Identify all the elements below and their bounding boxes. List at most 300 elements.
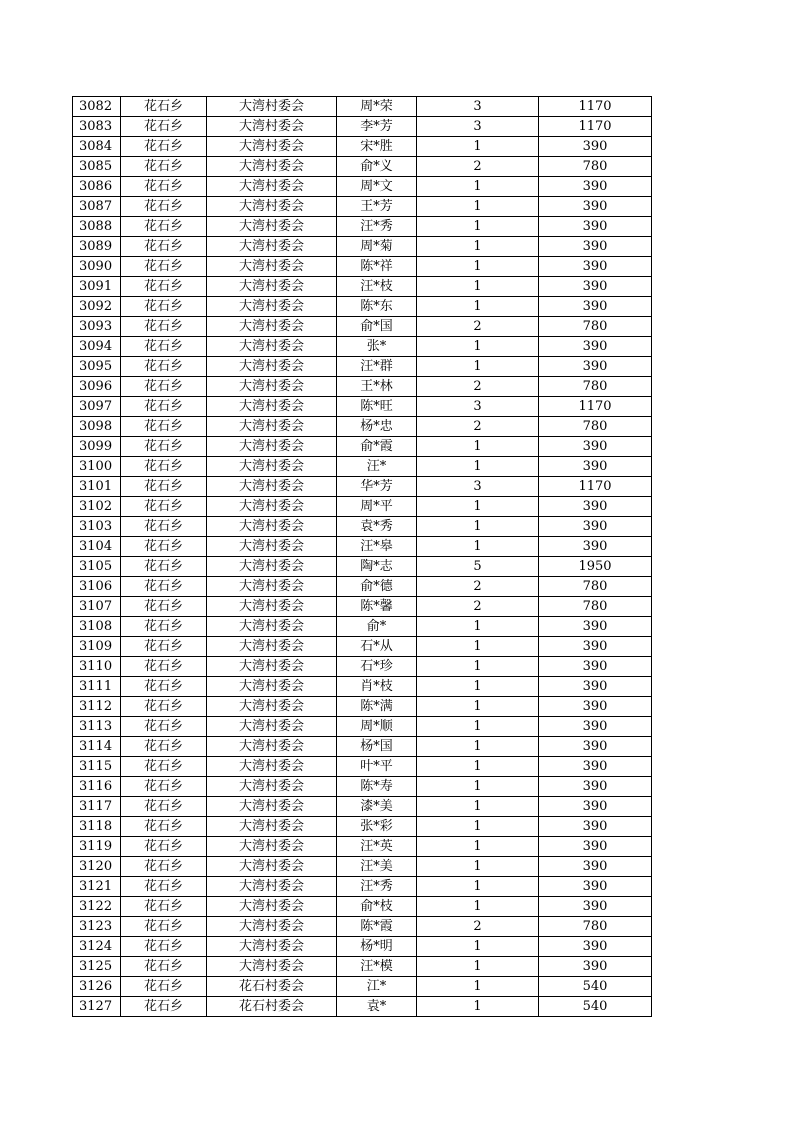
count-cell: 1 — [417, 177, 539, 197]
village-cell: 大湾村委会 — [207, 497, 337, 517]
table-row — [73, 657, 652, 677]
row-id-cell: 3089 — [73, 237, 121, 257]
village-cell: 大湾村委会 — [207, 817, 337, 837]
count-cell: 1 — [417, 297, 539, 317]
village-cell: 大湾村委会 — [207, 777, 337, 797]
row-id-cell: 3114 — [73, 737, 121, 757]
row-id-cell: 3094 — [73, 337, 121, 357]
row-id-cell: 3113 — [73, 717, 121, 737]
name-cell: 袁*秀 — [337, 517, 417, 537]
amount-cell: 780 — [539, 597, 652, 617]
table-row — [73, 197, 652, 217]
village-cell: 大湾村委会 — [207, 317, 337, 337]
row-id-cell: 3105 — [73, 557, 121, 577]
row-id-cell: 3102 — [73, 497, 121, 517]
village-cell: 大湾村委会 — [207, 297, 337, 317]
table-row — [73, 377, 652, 397]
village-cell: 大湾村委会 — [207, 577, 337, 597]
name-cell: 汪*秀 — [337, 877, 417, 897]
count-cell: 1 — [417, 497, 539, 517]
count-cell: 1 — [417, 797, 539, 817]
name-cell: 陈*旺 — [337, 397, 417, 417]
row-id-cell: 3093 — [73, 317, 121, 337]
town-cell: 花石乡 — [121, 197, 207, 217]
town-cell: 花石乡 — [121, 177, 207, 197]
town-cell: 花石乡 — [121, 997, 207, 1017]
count-cell: 1 — [417, 217, 539, 237]
village-cell: 大湾村委会 — [207, 797, 337, 817]
count-cell: 1 — [417, 697, 539, 717]
table-row — [73, 797, 652, 817]
amount-cell: 540 — [539, 977, 652, 997]
village-cell: 大湾村委会 — [207, 117, 337, 137]
count-cell: 2 — [417, 577, 539, 597]
count-cell: 2 — [417, 917, 539, 937]
town-cell: 花石乡 — [121, 877, 207, 897]
table-row — [73, 97, 652, 117]
town-cell: 花石乡 — [121, 377, 207, 397]
town-cell: 花石乡 — [121, 217, 207, 237]
name-cell: 王*林 — [337, 377, 417, 397]
count-cell: 1 — [417, 257, 539, 277]
amount-cell: 1170 — [539, 477, 652, 497]
row-id-cell: 3097 — [73, 397, 121, 417]
table-row — [73, 317, 652, 337]
village-cell: 花石村委会 — [207, 977, 337, 997]
town-cell: 花石乡 — [121, 917, 207, 937]
village-cell: 大湾村委会 — [207, 357, 337, 377]
town-cell: 花石乡 — [121, 317, 207, 337]
table-row — [73, 457, 652, 477]
amount-cell: 1170 — [539, 97, 652, 117]
table-row — [73, 857, 652, 877]
row-id-cell: 3091 — [73, 277, 121, 297]
name-cell: 周*文 — [337, 177, 417, 197]
row-id-cell: 3083 — [73, 117, 121, 137]
table-row — [73, 117, 652, 137]
name-cell: 石*珍 — [337, 657, 417, 677]
name-cell: 俞* — [337, 617, 417, 637]
count-cell: 1 — [417, 537, 539, 557]
count-cell: 1 — [417, 777, 539, 797]
amount-cell: 390 — [539, 137, 652, 157]
town-cell: 花石乡 — [121, 477, 207, 497]
table-row — [73, 397, 652, 417]
town-cell: 花石乡 — [121, 297, 207, 317]
row-id-cell: 3086 — [73, 177, 121, 197]
name-cell: 石*从 — [337, 637, 417, 657]
town-cell: 花石乡 — [121, 557, 207, 577]
village-cell: 大湾村委会 — [207, 417, 337, 437]
village-cell: 大湾村委会 — [207, 157, 337, 177]
count-cell: 1 — [417, 757, 539, 777]
town-cell: 花石乡 — [121, 777, 207, 797]
row-id-cell: 3100 — [73, 457, 121, 477]
count-cell: 2 — [417, 597, 539, 617]
amount-cell: 390 — [539, 837, 652, 857]
village-cell: 大湾村委会 — [207, 397, 337, 417]
village-cell: 大湾村委会 — [207, 337, 337, 357]
town-cell: 花石乡 — [121, 957, 207, 977]
name-cell: 俞*霞 — [337, 437, 417, 457]
name-cell: 汪*群 — [337, 357, 417, 377]
table-row — [73, 437, 652, 457]
table-row — [73, 937, 652, 957]
village-cell: 大湾村委会 — [207, 597, 337, 617]
village-cell: 大湾村委会 — [207, 277, 337, 297]
row-id-cell: 3122 — [73, 897, 121, 917]
count-cell: 1 — [417, 457, 539, 477]
count-cell: 1 — [417, 817, 539, 837]
name-cell: 汪*皋 — [337, 537, 417, 557]
table-row — [73, 717, 652, 737]
count-cell: 1 — [417, 637, 539, 657]
count-cell: 1 — [417, 737, 539, 757]
name-cell: 周*顺 — [337, 717, 417, 737]
town-cell: 花石乡 — [121, 677, 207, 697]
amount-cell: 390 — [539, 677, 652, 697]
village-cell: 大湾村委会 — [207, 617, 337, 637]
name-cell: 周*菊 — [337, 237, 417, 257]
amount-cell: 780 — [539, 417, 652, 437]
table-row — [73, 517, 652, 537]
town-cell: 花石乡 — [121, 537, 207, 557]
row-id-cell: 3096 — [73, 377, 121, 397]
name-cell: 俞*义 — [337, 157, 417, 177]
town-cell: 花石乡 — [121, 437, 207, 457]
village-cell: 大湾村委会 — [207, 237, 337, 257]
name-cell: 汪*秀 — [337, 217, 417, 237]
amount-cell: 390 — [539, 457, 652, 477]
town-cell: 花石乡 — [121, 697, 207, 717]
village-cell: 大湾村委会 — [207, 457, 337, 477]
town-cell: 花石乡 — [121, 417, 207, 437]
count-cell: 3 — [417, 397, 539, 417]
amount-cell: 390 — [539, 297, 652, 317]
amount-cell: 390 — [539, 717, 652, 737]
table-row — [73, 817, 652, 837]
name-cell: 周*荣 — [337, 97, 417, 117]
row-id-cell: 3119 — [73, 837, 121, 857]
table-row — [73, 597, 652, 617]
village-cell: 大湾村委会 — [207, 177, 337, 197]
village-cell: 大湾村委会 — [207, 377, 337, 397]
town-cell: 花石乡 — [121, 497, 207, 517]
village-cell: 大湾村委会 — [207, 857, 337, 877]
count-cell: 1 — [417, 137, 539, 157]
town-cell: 花石乡 — [121, 117, 207, 137]
village-cell: 大湾村委会 — [207, 717, 337, 737]
table-row — [73, 137, 652, 157]
town-cell: 花石乡 — [121, 617, 207, 637]
table-row — [73, 677, 652, 697]
town-cell: 花石乡 — [121, 517, 207, 537]
village-cell: 大湾村委会 — [207, 897, 337, 917]
count-cell: 1 — [417, 677, 539, 697]
town-cell: 花石乡 — [121, 97, 207, 117]
table-row — [73, 877, 652, 897]
count-cell: 1 — [417, 657, 539, 677]
count-cell: 1 — [417, 937, 539, 957]
name-cell: 俞*枝 — [337, 897, 417, 917]
amount-cell: 390 — [539, 897, 652, 917]
name-cell: 俞*国 — [337, 317, 417, 337]
row-id-cell: 3120 — [73, 857, 121, 877]
count-cell: 1 — [417, 837, 539, 857]
table-row — [73, 897, 652, 917]
name-cell: 肖*枝 — [337, 677, 417, 697]
name-cell: 华*芳 — [337, 477, 417, 497]
name-cell: 汪*美 — [337, 857, 417, 877]
count-cell: 3 — [417, 117, 539, 137]
name-cell: 陈*馨 — [337, 597, 417, 617]
row-id-cell: 3082 — [73, 97, 121, 117]
count-cell: 3 — [417, 97, 539, 117]
name-cell: 杨*忠 — [337, 417, 417, 437]
amount-cell: 390 — [539, 337, 652, 357]
village-cell: 大湾村委会 — [207, 837, 337, 857]
village-cell: 大湾村委会 — [207, 917, 337, 937]
row-id-cell: 3098 — [73, 417, 121, 437]
name-cell: 王*芳 — [337, 197, 417, 217]
amount-cell: 1170 — [539, 397, 652, 417]
name-cell: 张*彩 — [337, 817, 417, 837]
count-cell: 1 — [417, 997, 539, 1017]
row-id-cell: 3090 — [73, 257, 121, 277]
amount-cell: 390 — [539, 217, 652, 237]
amount-cell: 390 — [539, 737, 652, 757]
amount-cell: 1950 — [539, 557, 652, 577]
table-row — [73, 757, 652, 777]
village-cell: 大湾村委会 — [207, 97, 337, 117]
count-cell: 2 — [417, 317, 539, 337]
count-cell: 1 — [417, 717, 539, 737]
name-cell: 张* — [337, 337, 417, 357]
village-cell: 大湾村委会 — [207, 657, 337, 677]
table-row — [73, 557, 652, 577]
village-cell: 大湾村委会 — [207, 697, 337, 717]
name-cell: 汪*枝 — [337, 277, 417, 297]
village-cell: 大湾村委会 — [207, 217, 337, 237]
village-cell: 大湾村委会 — [207, 877, 337, 897]
count-cell: 1 — [417, 437, 539, 457]
town-cell: 花石乡 — [121, 937, 207, 957]
town-cell: 花石乡 — [121, 637, 207, 657]
town-cell: 花石乡 — [121, 737, 207, 757]
amount-cell: 390 — [539, 797, 652, 817]
name-cell: 袁* — [337, 997, 417, 1017]
town-cell: 花石乡 — [121, 397, 207, 417]
table-row — [73, 997, 652, 1017]
name-cell: 汪*模 — [337, 957, 417, 977]
row-id-cell: 3110 — [73, 657, 121, 677]
table-row — [73, 837, 652, 857]
row-id-cell: 3118 — [73, 817, 121, 837]
table-row — [73, 277, 652, 297]
name-cell: 陈*霞 — [337, 917, 417, 937]
town-cell: 花石乡 — [121, 577, 207, 597]
table-row — [73, 237, 652, 257]
village-cell: 大湾村委会 — [207, 637, 337, 657]
amount-cell: 390 — [539, 697, 652, 717]
name-cell: 杨*国 — [337, 737, 417, 757]
row-id-cell: 3084 — [73, 137, 121, 157]
village-cell: 大湾村委会 — [207, 737, 337, 757]
town-cell: 花石乡 — [121, 597, 207, 617]
village-cell: 大湾村委会 — [207, 937, 337, 957]
count-cell: 1 — [417, 277, 539, 297]
row-id-cell: 3085 — [73, 157, 121, 177]
row-id-cell: 3112 — [73, 697, 121, 717]
table-row — [73, 777, 652, 797]
village-cell: 大湾村委会 — [207, 197, 337, 217]
count-cell: 1 — [417, 197, 539, 217]
amount-cell: 390 — [539, 757, 652, 777]
row-id-cell: 3123 — [73, 917, 121, 937]
town-cell: 花石乡 — [121, 457, 207, 477]
count-cell: 2 — [417, 377, 539, 397]
name-cell: 俞*德 — [337, 577, 417, 597]
name-cell: 陈*祥 — [337, 257, 417, 277]
town-cell: 花石乡 — [121, 897, 207, 917]
amount-cell: 780 — [539, 577, 652, 597]
amount-cell: 390 — [539, 197, 652, 217]
amount-cell: 390 — [539, 637, 652, 657]
town-cell: 花石乡 — [121, 797, 207, 817]
amount-cell: 390 — [539, 537, 652, 557]
roster-table-body — [73, 97, 652, 1017]
table-row — [73, 537, 652, 557]
roster-table — [72, 96, 652, 1017]
row-id-cell: 3095 — [73, 357, 121, 377]
town-cell: 花石乡 — [121, 237, 207, 257]
name-cell: 汪* — [337, 457, 417, 477]
amount-cell: 390 — [539, 237, 652, 257]
row-id-cell: 3126 — [73, 977, 121, 997]
town-cell: 花石乡 — [121, 717, 207, 737]
name-cell: 陈*寿 — [337, 777, 417, 797]
count-cell: 1 — [417, 957, 539, 977]
name-cell: 江* — [337, 977, 417, 997]
town-cell: 花石乡 — [121, 857, 207, 877]
town-cell: 花石乡 — [121, 837, 207, 857]
village-cell: 大湾村委会 — [207, 257, 337, 277]
row-id-cell: 3107 — [73, 597, 121, 617]
count-cell: 3 — [417, 477, 539, 497]
amount-cell: 390 — [539, 877, 652, 897]
table-row — [73, 477, 652, 497]
row-id-cell: 3117 — [73, 797, 121, 817]
town-cell: 花石乡 — [121, 657, 207, 677]
table-row — [73, 737, 652, 757]
amount-cell: 390 — [539, 657, 652, 677]
town-cell: 花石乡 — [121, 257, 207, 277]
count-cell: 2 — [417, 417, 539, 437]
table-row — [73, 977, 652, 997]
count-cell: 1 — [417, 897, 539, 917]
row-id-cell: 3111 — [73, 677, 121, 697]
row-id-cell: 3115 — [73, 757, 121, 777]
amount-cell: 540 — [539, 997, 652, 1017]
amount-cell: 780 — [539, 157, 652, 177]
count-cell: 1 — [417, 877, 539, 897]
table-row — [73, 417, 652, 437]
village-cell: 大湾村委会 — [207, 477, 337, 497]
table-row — [73, 297, 652, 317]
amount-cell: 390 — [539, 357, 652, 377]
town-cell: 花石乡 — [121, 357, 207, 377]
name-cell: 陶*志 — [337, 557, 417, 577]
name-cell: 杨*明 — [337, 937, 417, 957]
amount-cell: 390 — [539, 497, 652, 517]
village-cell: 大湾村委会 — [207, 537, 337, 557]
amount-cell: 390 — [539, 957, 652, 977]
row-id-cell: 3092 — [73, 297, 121, 317]
row-id-cell: 3099 — [73, 437, 121, 457]
table-row — [73, 157, 652, 177]
amount-cell: 390 — [539, 777, 652, 797]
count-cell: 1 — [417, 237, 539, 257]
row-id-cell: 3116 — [73, 777, 121, 797]
table-row — [73, 217, 652, 237]
village-cell: 大湾村委会 — [207, 677, 337, 697]
village-cell: 大湾村委会 — [207, 757, 337, 777]
count-cell: 1 — [417, 337, 539, 357]
name-cell: 漆*美 — [337, 797, 417, 817]
amount-cell: 390 — [539, 437, 652, 457]
count-cell: 1 — [417, 517, 539, 537]
amount-cell: 780 — [539, 317, 652, 337]
village-cell: 花石村委会 — [207, 997, 337, 1017]
village-cell: 大湾村委会 — [207, 957, 337, 977]
amount-cell: 390 — [539, 937, 652, 957]
count-cell: 1 — [417, 857, 539, 877]
amount-cell: 390 — [539, 257, 652, 277]
amount-cell: 780 — [539, 917, 652, 937]
table-row — [73, 697, 652, 717]
count-cell: 5 — [417, 557, 539, 577]
name-cell: 陈*满 — [337, 697, 417, 717]
village-cell: 大湾村委会 — [207, 557, 337, 577]
town-cell: 花石乡 — [121, 757, 207, 777]
name-cell: 叶*平 — [337, 757, 417, 777]
amount-cell: 780 — [539, 377, 652, 397]
amount-cell: 390 — [539, 517, 652, 537]
town-cell: 花石乡 — [121, 137, 207, 157]
table-row — [73, 337, 652, 357]
table-row — [73, 917, 652, 937]
row-id-cell: 3104 — [73, 537, 121, 557]
table-row — [73, 497, 652, 517]
row-id-cell: 3127 — [73, 997, 121, 1017]
table-row — [73, 177, 652, 197]
count-cell: 1 — [417, 977, 539, 997]
town-cell: 花石乡 — [121, 337, 207, 357]
town-cell: 花石乡 — [121, 977, 207, 997]
amount-cell: 390 — [539, 177, 652, 197]
name-cell: 陈*东 — [337, 297, 417, 317]
name-cell: 李*芳 — [337, 117, 417, 137]
table-row — [73, 637, 652, 657]
amount-cell: 390 — [539, 817, 652, 837]
amount-cell: 390 — [539, 277, 652, 297]
name-cell: 周*平 — [337, 497, 417, 517]
village-cell: 大湾村委会 — [207, 517, 337, 537]
village-cell: 大湾村委会 — [207, 437, 337, 457]
table-row — [73, 617, 652, 637]
row-id-cell: 3101 — [73, 477, 121, 497]
town-cell: 花石乡 — [121, 817, 207, 837]
